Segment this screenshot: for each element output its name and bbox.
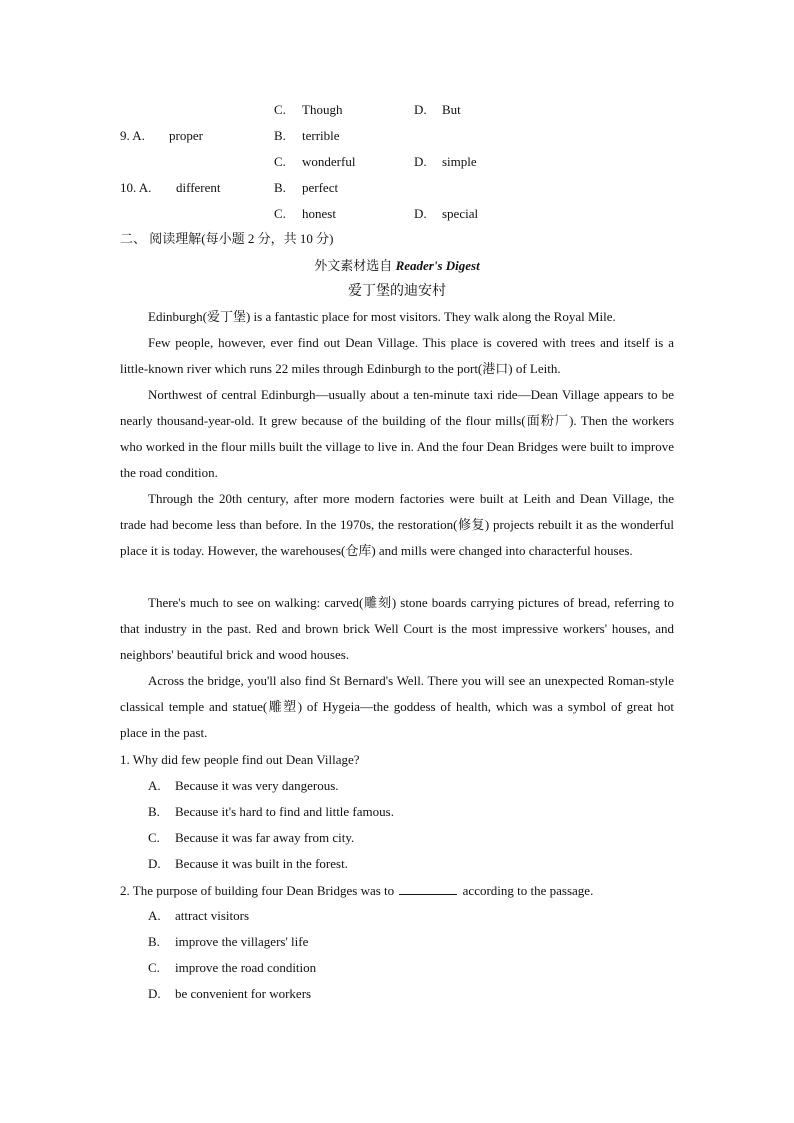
q10-number: 10. A. — [120, 180, 152, 195]
q2-option-d-text: be convenient for workers — [175, 986, 312, 1001]
q2-stem-before: 2. The purpose of building four Dean Bridges was to — [120, 883, 395, 898]
q1-option-b-letter: B. — [148, 804, 160, 819]
q8-d-letter: D. — [414, 102, 427, 117]
q10-a-text: different — [176, 180, 221, 195]
q9-b-letter: B. — [274, 128, 286, 143]
q9-number: 9. A. — [120, 128, 145, 143]
q9-d-letter: D. — [414, 154, 427, 169]
q10-b-letter: B. — [274, 180, 286, 195]
q9-a-text: proper — [169, 128, 203, 143]
q8-c-letter: C. — [274, 102, 286, 117]
passage-paragraph-3: Northwest of central Edinburgh—usually about a ten-minute taxi ride—Dean Village appears to be nearly thousand-year-old. It grew because of the building of the flour mills(面粉厂). Then the workers who worked in the flour mills built the village to live in. And the four Dean Bridges were built to improve the road condition. — [120, 387, 674, 480]
q2-option-b-letter: B. — [148, 934, 160, 949]
q2-option-c-text: improve the road condition — [175, 960, 317, 975]
question-1-stem: 1. Why did few people find out Dean Village? — [120, 752, 360, 767]
q2-option-c-letter: C. — [148, 960, 160, 975]
q2-option-b-text: improve the villagers' life — [175, 934, 309, 949]
q10-b-text: perfect — [302, 180, 339, 195]
q10-c-text: honest — [302, 206, 336, 221]
source-prefix: 外文素材选自 — [314, 258, 396, 273]
q10-d-text: special — [442, 206, 479, 221]
q9-c-letter: C. — [274, 154, 286, 169]
q9-b-text: terrible — [302, 128, 340, 143]
q1-option-c-letter: C. — [148, 830, 160, 845]
source-name: Reader's Digest — [395, 258, 480, 273]
q8-c-text: Though — [302, 102, 343, 117]
q10-c-letter: C. — [274, 206, 286, 221]
passage-paragraph-5: There's much to see on walking: carved(雕刻) stone boards carrying pictures of bread, referring to that industry in the past. Red and brown brick Well Court is the most impressive workers' houses, and neighbors' beautiful brick and wood houses. — [120, 595, 674, 662]
passage-paragraph-4: Through the 20th century, after more modern factories were built at Leith and Dean Village, the trade had become less than before. In the 1970s, the restoration(修复) projects rebuilt it as the wonderful place it is today. However, the warehouses(仓库) and mills were changed into characterful houses. — [120, 491, 674, 558]
q1-option-d-letter: D. — [148, 856, 161, 871]
q8-d-text: But — [442, 102, 461, 117]
section-heading: 二、 阅读理解(每小题 2 分，共 10 分) — [120, 231, 334, 246]
q2-option-d-letter: D. — [148, 986, 161, 1001]
q2-option-a-letter: A. — [148, 908, 161, 923]
passage-title: 爱丁堡的迪安村 — [348, 284, 446, 299]
passage-paragraph-2: Few people, however, ever find out Dean Village. This place is covered with trees and itself is a little-known river which runs 22 miles through Edinburgh to the port(港口) of Leith. — [120, 335, 674, 376]
q10-d-letter: D. — [414, 206, 427, 221]
q9-c-text: wonderful — [302, 154, 356, 169]
q2-option-a-text: attract visitors — [175, 908, 250, 923]
q1-option-d-text: Because it was built in the forest. — [175, 856, 348, 871]
q1-option-a-letter: A. — [148, 778, 161, 793]
q2-answer-blank — [399, 882, 457, 895]
q9-d-text: simple — [442, 154, 477, 169]
q1-option-c-text: Because it was far away from city. — [175, 830, 355, 845]
question-2-stem — [120, 882, 593, 899]
source-line — [120, 257, 674, 275]
passage-paragraph-6: Across the bridge, you'll also find St Bernard's Well. There you will see an unexpected Roman-style classical temple and statue(雕塑) of Hygeia—the goddess of health, which was a symbol of great hot place in the past. — [120, 673, 674, 740]
q1-option-a-text: Because it was very dangerous. — [175, 778, 339, 793]
passage-paragraph-1: Edinburgh(爱丁堡) is a fantastic place for most visitors. They walk along the Royal Mile. — [148, 309, 616, 324]
q2-stem-after: according to the passage. — [462, 883, 594, 898]
q1-option-b-text: Because it's hard to find and little famous. — [175, 804, 394, 819]
